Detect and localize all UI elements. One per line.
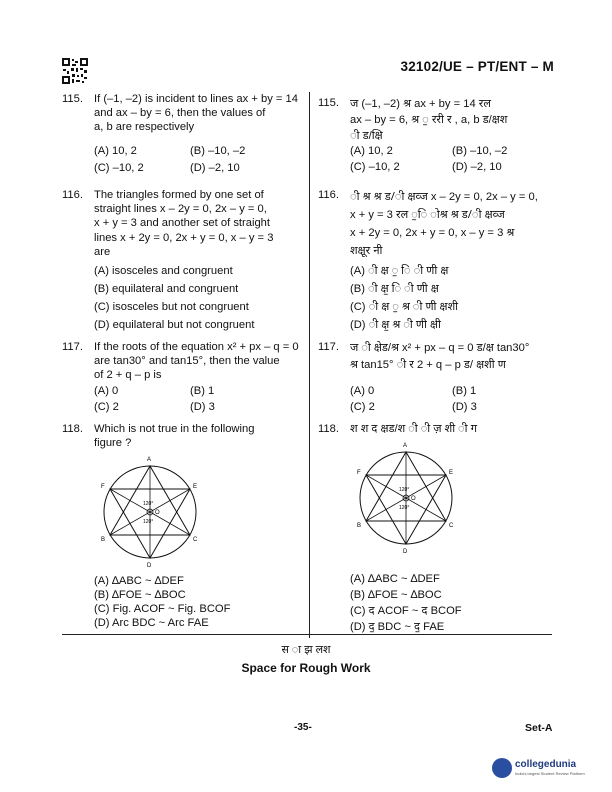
option-a[interactable]: (A) ∆ABC ~ ∆DEF (350, 573, 440, 585)
option-a[interactable]: (A) 0 (350, 385, 375, 397)
question-line: ज ी क्षेड/श्र x² + px – q = 0 ड/क्ष tan30° (350, 342, 530, 354)
option-d[interactable]: (D) ी क्ष॒ श्र ी णी क्षी (350, 319, 441, 331)
figure-label-b: B (101, 537, 106, 543)
question-number: 117. (62, 341, 83, 353)
option-a[interactable]: (A) ∆ABC ~ ∆DEF (94, 575, 184, 587)
figure-label-e: E (193, 484, 198, 490)
question-line: The triangles formed by one set of (94, 189, 264, 201)
rough-work-label: Space for Rough Work (241, 661, 371, 675)
question-line: figure ? (94, 437, 132, 450)
figure-label-a: A (403, 443, 408, 449)
figure-label-b: B (357, 523, 362, 529)
figure-angle-bottom: 120° (399, 505, 410, 511)
figure-label-d: D (403, 549, 408, 555)
figure-label-o: O (411, 496, 416, 502)
question-number: 118. (62, 423, 83, 435)
question-line: straight lines x – 2y = 0, 2x – y = 0, (94, 203, 267, 216)
option-b[interactable]: (B) 1 (452, 385, 477, 397)
paper-code: 32102/UE – PT/ENT – M (400, 59, 554, 74)
option-c[interactable]: (C) –10, 2 (94, 162, 144, 174)
question-line: x + y = 3 and another set of straight (94, 217, 271, 230)
question-line: a, b are respectively (94, 121, 195, 134)
question-line: of 2 + q – p is (94, 369, 162, 382)
figure-label-c: C (449, 523, 454, 529)
question-117-hindi (318, 340, 556, 420)
option-c[interactable]: (C) ी क्ष ॒ श्र ी णी क्षशी (350, 301, 459, 313)
question-line: and ax – by = 6, then the values of (94, 107, 266, 120)
figure-label-c: C (193, 537, 198, 543)
question-line: Which is not true in the following (94, 423, 255, 435)
question-116-hindi (318, 188, 556, 338)
hexagram-figure (348, 436, 468, 556)
graduate-icon (492, 758, 512, 778)
question-number: 116. (318, 189, 339, 201)
question-line: If the roots of the equation x² + px – q = 0 (94, 341, 299, 353)
column-divider (309, 92, 310, 638)
figure-angle-bottom: 120° (143, 519, 154, 525)
question-line: ी ड/क्षि (350, 130, 383, 142)
question-116 (62, 188, 302, 338)
set-label: Set-A (525, 722, 553, 734)
question-number: 115. (318, 97, 339, 109)
question-line: ax – by = 6, श्र ॒ ररी र , a, b ड/क्षश (350, 114, 508, 126)
question-117 (62, 340, 302, 420)
question-line: are (94, 245, 111, 258)
question-115 (62, 92, 302, 182)
question-118-hindi (318, 422, 556, 632)
option-c[interactable]: (C) 2 (94, 401, 119, 413)
figure-label-f: F (101, 484, 105, 490)
option-b[interactable]: (B) ∆FOE ~ ∆BOC (350, 589, 442, 601)
figure-label-e: E (449, 470, 454, 476)
figure-angle-top: 120° (399, 487, 410, 493)
brand-name: collegedunia (515, 759, 577, 770)
rough-work-hindi: स ा झ लश (281, 644, 331, 656)
bottom-rule (62, 634, 552, 635)
figure-label-a: A (147, 457, 152, 463)
hexagram-figure (92, 450, 212, 570)
option-a[interactable]: (A) 0 (94, 385, 119, 397)
brand-logo (492, 756, 585, 782)
question-line: श श द क्षड/श ी ी ज़ शी ी ग (350, 423, 477, 435)
option-d[interactable]: (D) equilateral but not congruent (94, 319, 255, 331)
question-118 (62, 422, 302, 632)
option-c[interactable]: (C) Fig. ACOF ~ Fig. BCOF (94, 603, 231, 615)
figure-angle-top: 120° (143, 501, 154, 507)
figure-label-o: O (155, 510, 160, 516)
option-d[interactable]: (D) 3 (190, 401, 215, 413)
option-a[interactable]: (A) isosceles and congruent (94, 265, 233, 277)
question-line: ी श्र श्र ड/ी क्षव्ज x – 2y = 0, 2x – y = 0, (350, 191, 538, 203)
option-b[interactable]: (B) equilateral and congruent (94, 283, 239, 295)
question-line: x + 2y = 0, 2x + y = 0, x – y = 3 श्र (350, 227, 515, 239)
question-line: शक्षूर नी (350, 245, 383, 257)
option-b[interactable]: (B) ी क्ष॒ ि ी णी क्ष (350, 283, 439, 295)
option-c[interactable]: (C) द ACOF ~ द BCOF (350, 605, 462, 617)
question-number: 118. (318, 423, 339, 435)
option-c[interactable]: (C) isosceles but not congruent (94, 301, 249, 313)
question-number: 115. (62, 93, 83, 105)
question-line: ज (–1, –2) श्र ax + by = 14 रल (350, 98, 491, 110)
brand-tagline: India's largest Student Review Platform (515, 771, 585, 776)
option-b[interactable]: (B) ∆FOE ~ ∆BOC (94, 589, 186, 601)
option-d[interactable]: (D) –2, 10 (190, 162, 240, 174)
option-c[interactable]: (C) 2 (350, 401, 375, 413)
question-number: 116. (62, 189, 83, 201)
option-d[interactable]: (D) Arc BDC ~ Arc FAE (94, 617, 209, 629)
option-b[interactable]: (B) –10, –2 (190, 145, 246, 157)
option-d[interactable]: (D) द॒ BDC ~ द॒ FAE (350, 621, 445, 633)
option-d[interactable]: (D) –2, 10 (452, 161, 502, 173)
option-a[interactable]: (A) 10, 2 (94, 145, 137, 157)
figure-label-d: D (147, 563, 152, 569)
question-number: 117. (318, 341, 339, 353)
option-a[interactable]: (A) ी क्ष ॒ ि ी णी क्ष (350, 265, 449, 277)
question-line: श्र tan15° ी र 2 + q – p ड/ क्षशी ण (350, 359, 506, 371)
option-d[interactable]: (D) 3 (452, 401, 477, 413)
page-number: -35- (294, 722, 312, 733)
option-b[interactable]: (B) 1 (190, 385, 215, 397)
option-a[interactable]: (A) 10, 2 (350, 145, 393, 157)
option-b[interactable]: (B) –10, –2 (452, 145, 508, 157)
question-line: If (–1, –2) is incident to lines ax + by = 14 (94, 93, 298, 105)
question-line: are tan30° and tan15°, then the value (94, 355, 280, 368)
question-line: x + y = 3 रल ॒ि ोश्र श्र ड/ी क्षव्ज (350, 209, 505, 221)
figure-label-f: F (357, 470, 361, 476)
qr-code-icon (62, 58, 88, 84)
question-115-hindi (318, 96, 556, 184)
question-line: lines x + 2y = 0, 2x + y = 0, x – y = 3 (94, 231, 274, 244)
option-c[interactable]: (C) –10, 2 (350, 161, 400, 173)
